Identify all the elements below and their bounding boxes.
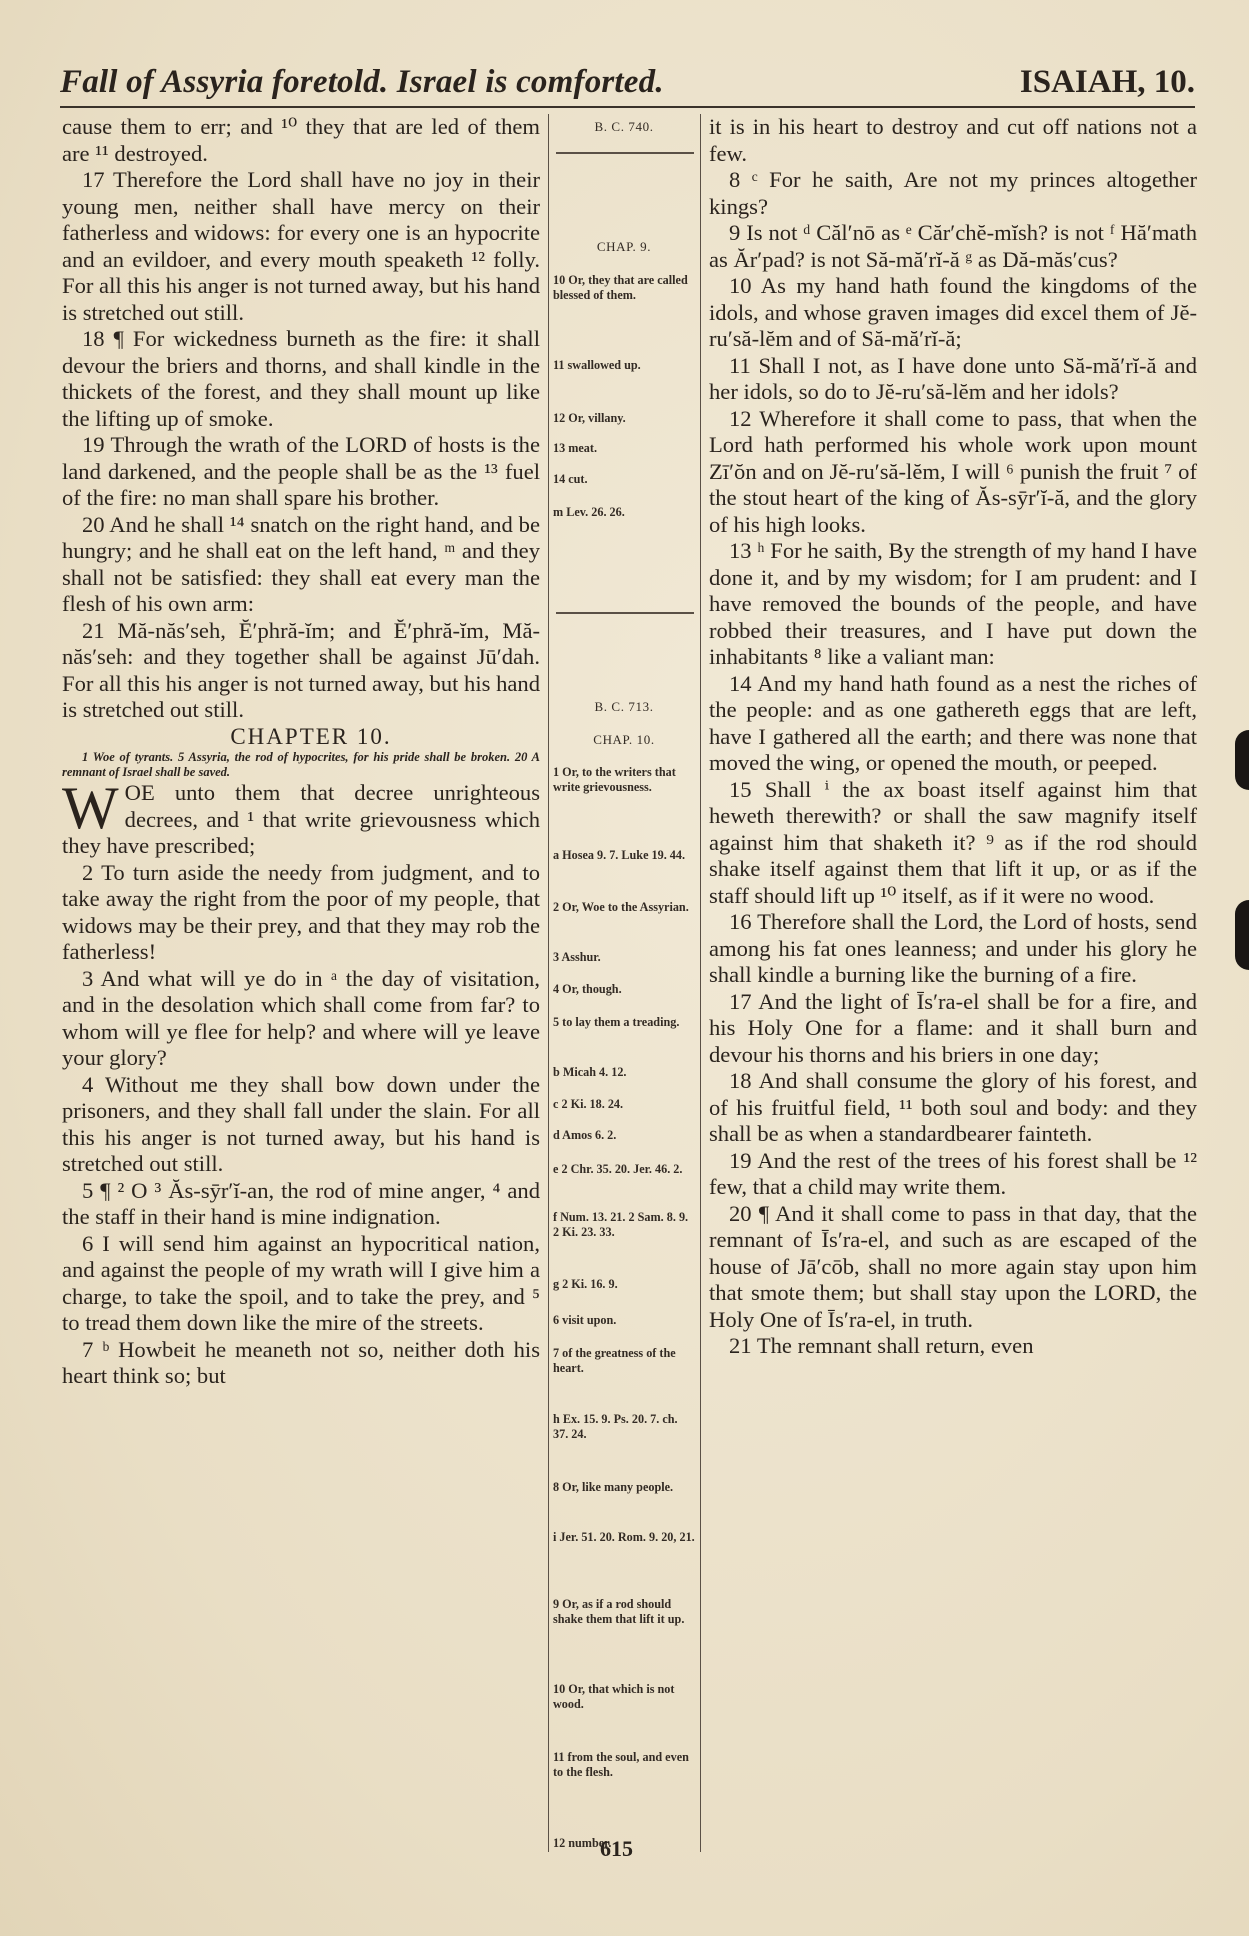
verse-paragraph: 21 Mă-năs′seh, Ĕ′phră-ĭm; and Ĕ′phră-ĭm, Mă-năs′seh: and they together shall be against Jū′dah. For all this his anger is not turned away, but his hand is stretched out still. [62, 617, 540, 722]
margin-note: 10 Or, that which is not wood. [553, 1682, 675, 1711]
verse-paragraph: 16 Therefore shall the Lord, the Lord of hosts, send among his fat ones leanness; and under his glory he shall kindle a burning like the burning of a fire. [709, 909, 1197, 987]
verse-paragraph: 8 ᶜ For he saith, Are not my princes altogether kings? [709, 167, 1197, 219]
text-column-right [709, 114, 1197, 1360]
drop-cap: W [62, 775, 119, 841]
margin-note: 8 Or, like many people. [553, 1480, 674, 1494]
margin-rule-top [556, 152, 694, 154]
verse-paragraph: 3 And what will ye do in ᵃ the day of visitation, and in the desolation which shall come from far? to whom will ye flee for help? and where will ye leave your glory? [62, 965, 540, 1070]
margin-note: g 2 Ki. 16. 9. [553, 1277, 618, 1291]
margin-note: i Jer. 51. 20. Rom. 9. 20, 21. [553, 1530, 695, 1544]
verse-paragraph: 12 Wherefore it shall come to pass, that when the Lord hath performed his whole work upon mount Zī′ŏn and on Jĕ-ru′să-lĕm, I will ⁶ punish the fruit ⁷ of the stout heart of the king of Ăs-sȳr′ĭ-ă, and the glory of his high looks. [709, 405, 1197, 537]
margin-note: 4 Or, though. [553, 982, 622, 996]
verse-paragraph: 18 ¶ For wickedness burneth as the fire: it shall devour the briers and thorns, and shall kindle in the thickets of the forest, and they shall mount up like the lifting up of smoke. [62, 326, 540, 431]
margin-note: h Ex. 15. 9. Ps. 20. 7. ch. 37. 24. [553, 1412, 678, 1441]
chapter-heading: CHAPTER 10. [230, 723, 392, 749]
verse-paragraph: 9 Is not ᵈ Căl′nō as ᵉ Căr′chĕ-mĭsh? is not ᶠ Hă′math as Ăr′pad? is not Să-mă′rĭ-ă ᵍ as Dă-măs′cus? [709, 220, 1197, 272]
margin-rule-middle [556, 612, 694, 614]
verse-paragraph: 17 Therefore the Lord shall have no joy in their young men, neither shall have mercy on their fatherless and widows: for every one is an hypocrite and an evildoer, and every mouth speaketh ¹² folly. For all this his anger is not turned away, but his hand is stretched out still. [62, 167, 540, 325]
margin-note: 9 Or, as if a rod should shake them that lift it up. [553, 1597, 685, 1626]
verse-paragraph: 18 And shall consume the glory of his forest, and of his fruitful field, ¹¹ both soul and body: and they shall be as when a standardbearer fainteth. [709, 1068, 1197, 1146]
verse-paragraph: cause them to err; and ¹⁰ they that are led of them are ¹¹ destroyed. [62, 114, 540, 166]
verse-paragraph: 17 And the light of Īs′ra-el shall be for a fire, and his Holy One for a flame: and it shall burn and devour his thorns and his briers in one day; [709, 988, 1197, 1067]
verse-paragraph: 15 Shall ⁱ the ax boast itself against him that heweth therewith? or shall the saw magnify itself against him that shaketh it? ⁹ as if the rod should shake itself against them that lift it up, or as if the staff should lift up ¹⁰ itself, as if it were no wood. [709, 776, 1197, 908]
margin-note: 11 swallowed up. [553, 358, 641, 372]
margin-date: B. C. 740. [594, 119, 654, 134]
margin-note: 1 Or, to the writers that write grievousness. [553, 765, 676, 794]
margin-date: B. C. 713. [594, 699, 654, 714]
verse-paragraph: 20 ¶ And it shall come to pass in that day, that the remnant of Īs′ra-el, and such as are escaped of the house of Jā′cōb, shall no more again stay upon him that smote them; but shall stay upon the LORD, the Holy One of Īs′ra-el, in truth. [709, 1200, 1197, 1332]
verse-paragraph: 14 And my hand hath found as a nest the riches of the people: and as one gathereth eggs that are left, have I gathered all the earth; and there was none that moved the wing, or opened the mouth, or peeped. [709, 670, 1197, 775]
first-verse-text: OE unto them that decree unrighteous decrees, and ¹ that write grievousness which they have prescribed; [62, 780, 540, 858]
column-rule-right [700, 114, 701, 1852]
margin-note: a Hosea 9. 7. Luke 19. 44. [553, 848, 686, 862]
verse-paragraph: 6 I will send him against an hypocritical nation, and against the people of my wrath will I give him a charge, to take the spoil, and to take the prey, and ⁵ to tread them down like the mire of the streets. [62, 1230, 540, 1335]
margin-note: c 2 Ki. 18. 24. [553, 1097, 624, 1111]
verse-paragraph: 4 Without me they shall bow down under the prisoners, and they shall fall under the slain. For all this his anger is not turned away, but his hand is stretched out still. [62, 1071, 540, 1176]
verse-paragraph: 19 And the rest of the trees of his forest shall be ¹² few, that a child may write them. [709, 1147, 1197, 1199]
margin-note: 2 Or, Woe to the Assyrian. [553, 900, 689, 914]
margin-chapter: CHAP. 10. [593, 732, 655, 747]
margin-note: 7 of the greatness of the heart. [553, 1346, 676, 1375]
margin-note: b Micah 4. 12. [553, 1065, 627, 1079]
book-chapter-label: ISAIAH, 10. [1019, 64, 1195, 100]
margin-note: 14 cut. [553, 472, 588, 486]
verse-paragraph: 2 To turn aside the needy from judgment, and to take away the right from the poor of my people, that widows may be their prey, and that they may rob the fatherless! [62, 859, 540, 964]
thumb-index-mark [1235, 730, 1249, 790]
verse-paragraph: 5 ¶ ² O ³ Ăs-sȳr′ĭ-an, the rod of mine anger, ⁴ and the staff in their hand is mine indignation. [62, 1177, 540, 1229]
chapter-summary: 1 Woe of tyrants. 5 Assyria, the rod of hypocrites, for his pride shall be broken. 20 A remnant of Israel shall be saved. [62, 750, 540, 779]
verse-paragraph: it is in his heart to destroy and cut off nations not a few. [709, 114, 1197, 166]
column-rule-left [548, 114, 549, 1852]
margin-note: e 2 Chr. 35. 20. Jer. 46. 2. [553, 1162, 683, 1176]
margin-note: 13 meat. [553, 441, 597, 455]
verse-paragraph: 20 And he shall ¹⁴ snatch on the right hand, and be hungry; and he shall eat on the left hand, ᵐ and they shall not be satisfied: they shall eat every man the flesh of his own arm: [62, 511, 540, 616]
margin-note: 12 Or, villany. [553, 411, 626, 425]
verse-paragraph-first [62, 775, 540, 860]
margin-note: 12 number. [553, 1836, 612, 1850]
text-column-left [62, 114, 540, 1390]
running-title: Fall of Assyria foretold. Israel is comforted. [60, 64, 664, 100]
margin-note: f Num. 13. 21. 2 Sam. 8. 9. 2 Ki. 23. 33. [553, 1210, 689, 1239]
margin-note: 5 to lay them a treading. [553, 1015, 680, 1029]
margin-note: m Lev. 26. 26. [553, 505, 625, 519]
verse-paragraph: 19 Through the wrath of the LORD of hosts is the land darkened, and the people shall be as the ¹³ fuel of the fire: no man shall spare his brother. [62, 432, 540, 510]
margin-chapter: CHAP. 9. [596, 239, 652, 254]
margin-note: 3 Asshur. [553, 950, 601, 964]
page-number: 615 [600, 1836, 633, 1861]
page-header [60, 62, 1195, 108]
margin-note: 11 from the soul, and even to the flesh. [553, 1750, 689, 1779]
verse-paragraph: 13 ʰ For he saith, By the strength of my hand I have done it, and by my wisdom; for I am prudent: and I have removed the bounds of the people, and have robbed their treasures, and I have put down the inhabitants ⁸ like a valiant man: [709, 538, 1197, 669]
verse-paragraph: 10 As my hand hath found the kingdoms of the idols, and whose graven images did excel them of Jĕ-ru′să-lĕm and of Să-mă′rĭ-ă; [709, 273, 1197, 351]
verse-paragraph: 7 ᵇ Howbeit he meaneth not so, neither doth his heart think so; but [62, 1336, 540, 1388]
thumb-index-mark [1235, 900, 1249, 970]
verse-paragraph: 11 Shall I not, as I have done unto Să-mă′rĭ-ă and her idols, so do to Jĕ-ru′să-lĕm and her idols? [709, 352, 1197, 404]
margin-note: 10 Or, they that are called blessed of them. [553, 273, 688, 302]
margin-note: d Amos 6. 2. [553, 1128, 617, 1142]
verse-paragraph: 21 The remnant shall return, even [729, 1333, 1034, 1358]
margin-note: 6 visit upon. [553, 1313, 617, 1327]
